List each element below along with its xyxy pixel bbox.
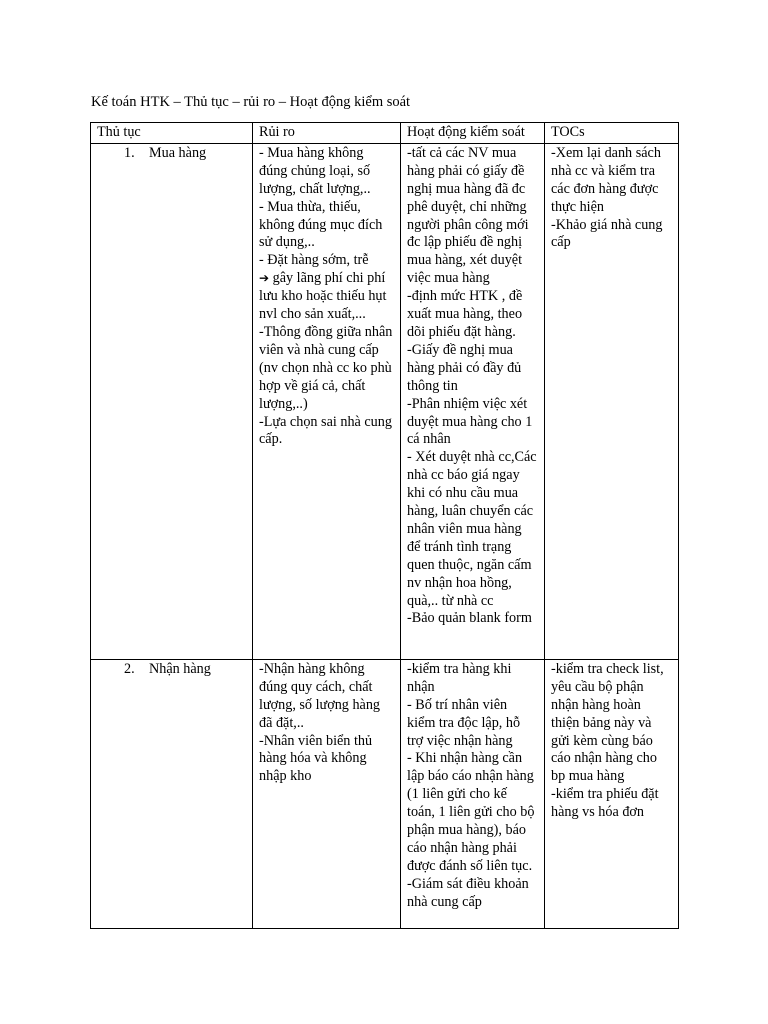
- table-row: [91, 143, 679, 659]
- tocs-cell: [545, 143, 679, 659]
- control-activity-cell: [401, 659, 545, 928]
- control-item: -định mức HTK , đề xuất mua hàng, theo dõi phiếu đặt hàng.: [407, 288, 523, 340]
- control-item: - Bố trí nhân viên kiểm tra độc lập, hỗ trợ việc nhận hàng: [407, 696, 521, 749]
- control-activities-table: [90, 122, 679, 929]
- risk-item: - Đặt hàng sớm, trễ: [259, 252, 369, 269]
- toc-item: -kiểm tra phiếu đặt hàng vs hóa đơn: [551, 786, 659, 821]
- header-control-activity: Hoạt động kiểm soát: [401, 123, 545, 144]
- control-item: - Xét duyệt nhà cc,Các nhà cc báo giá ngay khi có nhu cầu mua hàng, luân chuyển các nhân viên mua hàng để tránh tình trạng quen thuộc, ngăn cấm nv nhận hoa hồng, quà,.. từ nhà cc: [407, 449, 537, 609]
- control-item: -tất cả các NV mua hàng phải có giấy đề nghị mua hàng đã đc phê duyệt, chỉ những người phân công mới đc lập phiếu đề nghị mua hàng, xét duyệt việc mua hàng: [407, 144, 529, 287]
- toc-item: -kiểm tra check list, yêu cầu bộ phận nhận hàng hoàn thiện bảng này và gửi kèm cùng báo cáo nhận hàng cho bp mua hàng: [551, 660, 664, 785]
- control-item: -Bảo quản blank form: [407, 610, 532, 627]
- control-item: - Khi nhận hàng cần lập báo cáo nhận hàng (1 liên gửi cho kế toán, 1 liên gửi cho bộ phận mua hàng), báo cáo nhận hàng phải được đánh số liên tục.: [407, 750, 535, 874]
- procedure-number: 2.: [124, 660, 135, 677]
- risk-item: - Mua thừa, thiếu, không đúng mục đích sử dụng,..: [259, 198, 383, 251]
- procedure-name: Nhận hàng: [149, 660, 211, 677]
- risk-item: -Nhận hàng không đúng quy cách, chất lượng, số lượng hàng đã đặt,..: [259, 660, 381, 731]
- control-activity-cell: [401, 143, 545, 659]
- document-title: Kế toán HTK – Thủ tục – rủi ro – Hoạt động kiểm soát: [91, 94, 411, 110]
- header-risk: Rủi ro: [253, 123, 401, 144]
- risk-item: -Thông đồng giữa nhân viên và nhà cung cấp (nv chọn nhà cc ko phù hợp về giá cả, chất lượng,..): [259, 323, 393, 412]
- risk-item: - Mua hàng không đúng chủng loại, số lượng, chất lượng,..: [259, 144, 371, 197]
- control-item: -Giám sát điều khoản nhà cung cấp: [407, 875, 529, 910]
- header-procedure: Thủ tục: [91, 123, 253, 144]
- procedure-cell: [91, 659, 253, 928]
- toc-item: -Khảo giá nhà cung cấp: [551, 216, 663, 251]
- risk-item-text: gây lãng phí chi phí lưu kho hoặc thiếu hụt nvl cho sản xuất,...: [259, 270, 387, 323]
- header-tocs: TOCs: [545, 123, 679, 144]
- table-header-row: [91, 123, 679, 144]
- procedure-cell: [91, 143, 253, 659]
- procedure-number: 1.: [124, 144, 135, 161]
- risk-cell: [253, 143, 401, 659]
- risk-item: -Nhân viên biển thủ hàng hóa và không nhập kho: [259, 732, 373, 785]
- table-row: [91, 659, 679, 928]
- control-item: -kiểm tra hàng khi nhận: [407, 660, 512, 695]
- tocs-cell: [545, 659, 679, 928]
- toc-item: -Xem lại danh sách nhà cc và kiểm tra các đơn hàng được thực hiện: [551, 144, 661, 215]
- risk-item-continued: [259, 270, 394, 324]
- control-item: -Phân nhiệm việc xét duyệt mua hàng cho 1 cá nhân: [407, 395, 533, 448]
- procedure-name: Mua hàng: [149, 144, 207, 161]
- risk-item: -Lựa chọn sai nhà cung cấp.: [259, 413, 392, 448]
- right-arrow-icon: ➔: [259, 271, 270, 286]
- risk-cell: [253, 659, 401, 928]
- control-item: -Giấy đề nghị mua hàng phải có đầy đủ thông tin: [407, 341, 522, 394]
